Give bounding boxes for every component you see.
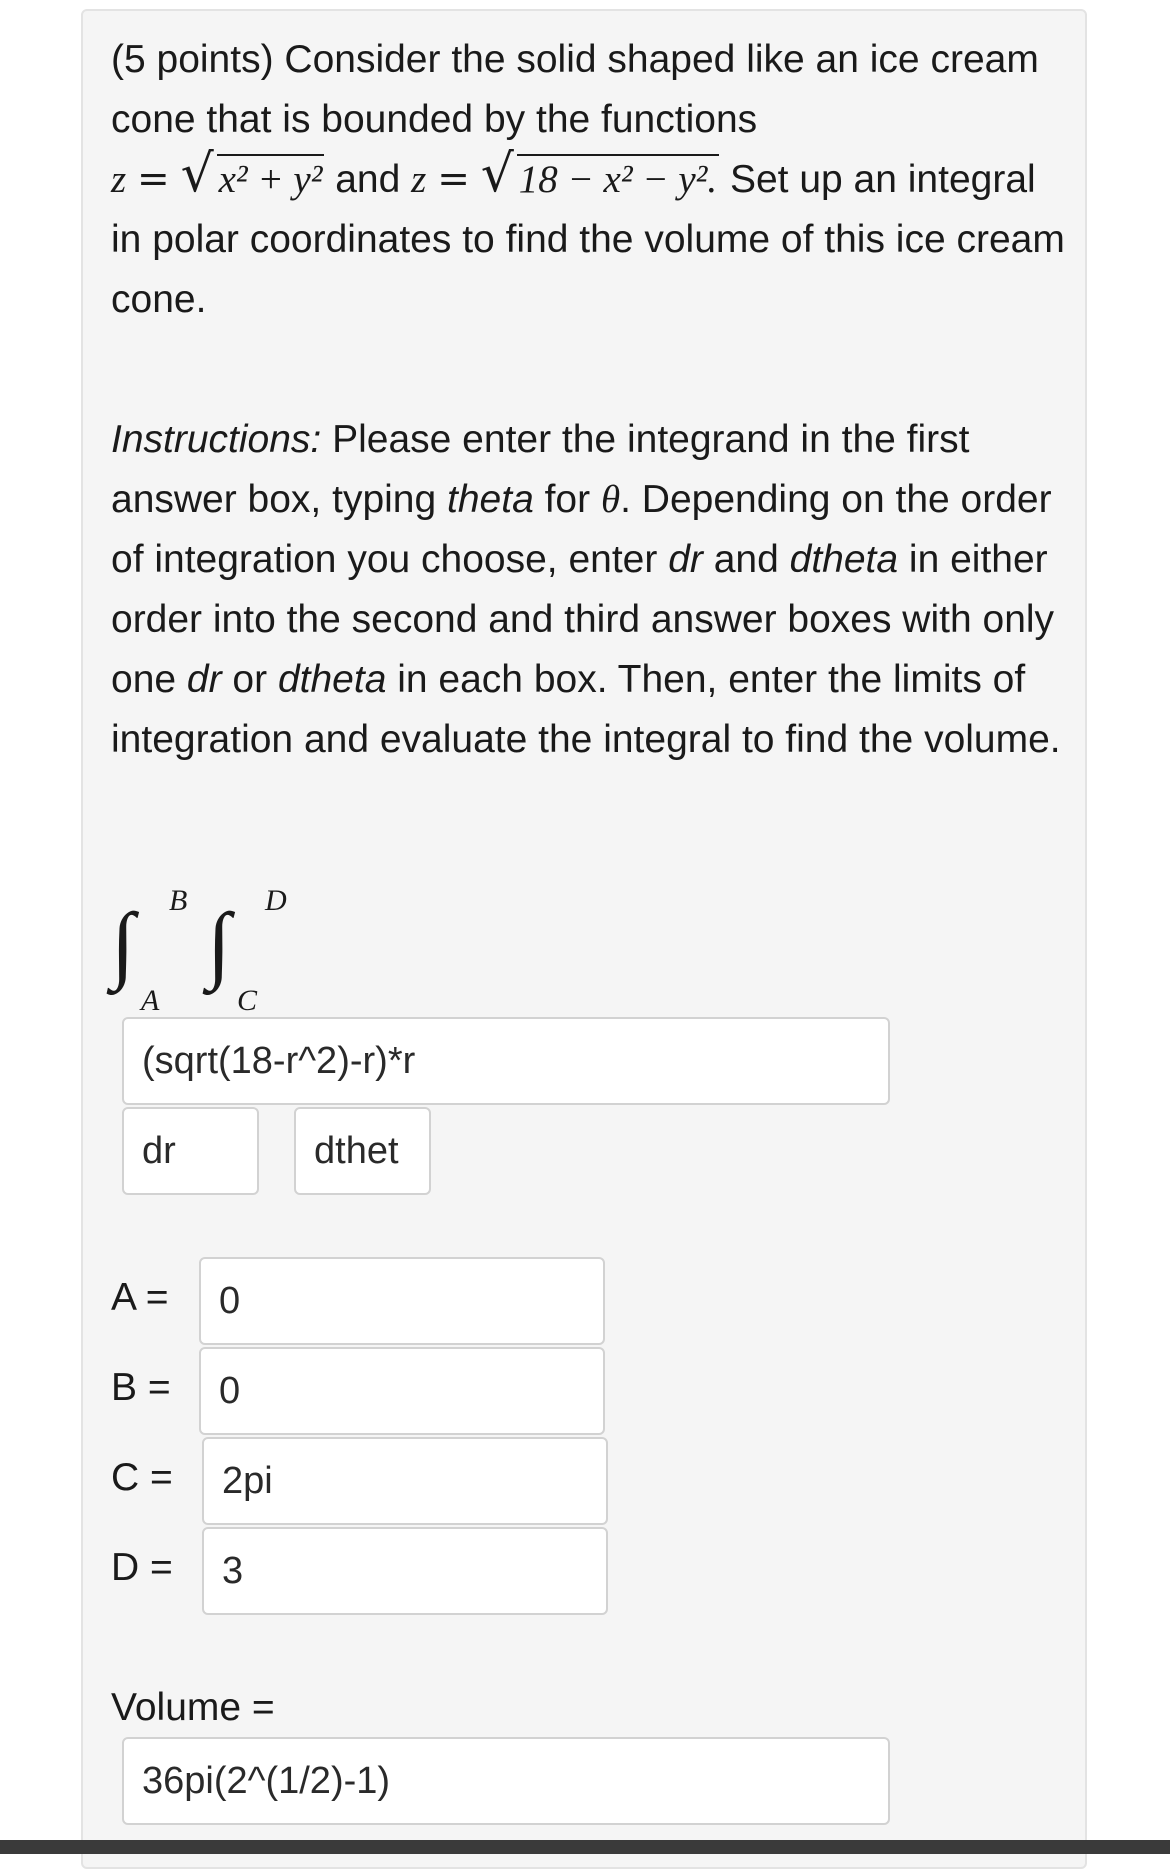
limit-c-label: C = [111,1456,173,1499]
volume-input[interactable] [122,1737,890,1825]
outer-lower-limit: A [141,984,160,1017]
problem-statement [111,30,1071,330]
eq2-z: z [411,158,427,201]
eq1-equals: = [137,157,170,202]
instructions-text: or [221,658,278,701]
volume-label: Volume = [111,1686,275,1729]
theta-word: theta [447,478,534,521]
double-integral [111,880,311,1020]
instructions-text: . Depending on the order of integration you choose, enter [111,478,1052,581]
eq2-equals: = [437,157,470,202]
instructions-text: and [702,538,790,581]
eq1-radicand: x² + y² [217,154,325,202]
limit-b-value: 0 [219,1369,241,1412]
eq2-radicand: 18 − x² − y². [517,154,719,202]
problem-text-intro: (5 points) Consider the solid shaped like an ice cream cone that is bounded by the functions [111,38,1039,141]
limit-d-input[interactable] [202,1527,608,1615]
theta-symbol: θ [600,478,621,521]
limit-a-input[interactable] [199,1257,605,1345]
limit-d-label: D = [111,1546,173,1589]
and-word: and [335,158,401,201]
limit-a-label: A = [111,1276,169,1319]
integrand-value: (sqrt(18-r^2)-r)*r [142,1039,416,1082]
eq1-sqrt: √ x² + y² [180,144,323,204]
instructions-text: in each box. Then, enter the limits of integration and evaluate the integral to find the volume. [111,658,1061,761]
outer-upper-limit: B [169,884,188,917]
volume-value: 36pi(2^(1/2)-1) [142,1759,391,1802]
dr-word: dr [186,658,222,701]
instructions-text: Please enter the integrand in the first answer box, typing [111,418,970,521]
limit-c-input[interactable] [202,1437,608,1525]
instructions [111,410,1071,770]
limit-c-value: 2pi [222,1459,273,1502]
differential-2-input[interactable] [294,1107,431,1195]
bottom-bar [0,1840,1170,1854]
integrand-input[interactable] [122,1017,890,1105]
problem-text-task: Set up an integral in polar coordinates to find the volume of this ice cream cone. [111,158,1065,321]
instructions-text: for [533,478,601,521]
inner-integral-sign: ∫ [207,895,231,991]
limit-d-value: 3 [222,1549,244,1592]
instructions-lead: Instructions: [111,418,322,461]
eq2-sqrt: √ 18 − x² − y². [480,144,718,204]
differential-1-value: dr [142,1129,176,1172]
limit-a-value: 0 [219,1279,241,1322]
dtheta-word: dtheta [789,538,899,581]
inner-lower-limit: C [237,984,258,1017]
eq1-z: z [111,158,127,201]
instructions-text: in either order into the second and third answer boxes with only one [111,538,1055,701]
differential-2-value: dthet [314,1129,399,1172]
outer-integral-sign: ∫ [111,895,135,991]
differential-1-input[interactable] [122,1107,259,1195]
dr-word: dr [668,538,703,581]
inner-upper-limit: D [265,884,287,917]
limit-b-label: B = [111,1366,171,1409]
dtheta-word: dtheta [277,658,387,701]
limit-b-input[interactable] [199,1347,605,1435]
